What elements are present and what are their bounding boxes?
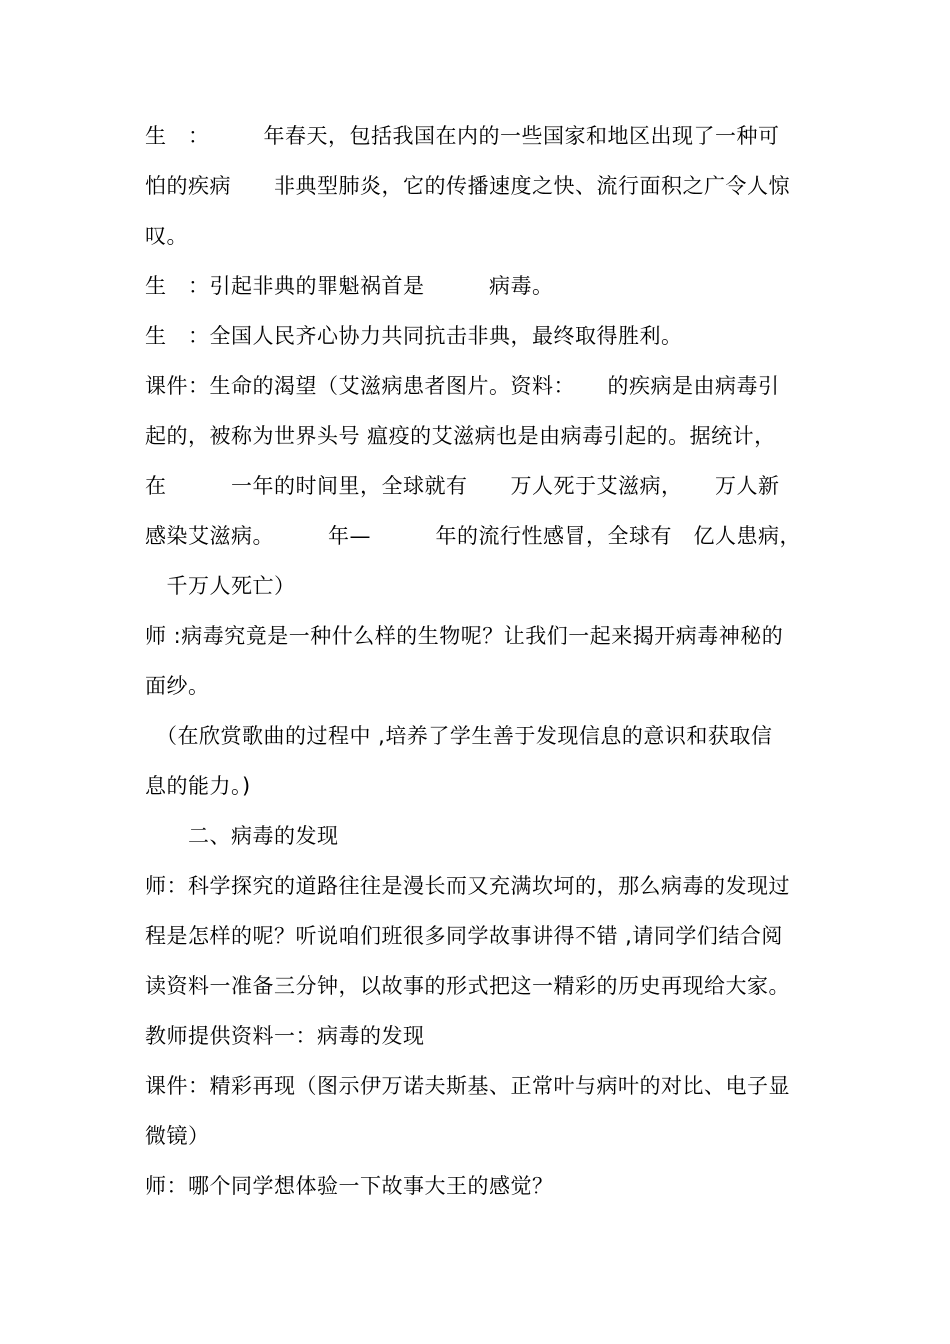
text-line: 面纱。 (145, 674, 210, 698)
text-line: 起的，被称为世界头号 瘟疫的艾滋病也是由病毒引起的。据统计， (145, 424, 776, 448)
text-line: 千万人死亡） (145, 574, 296, 598)
text-line: 师 :病毒究竟是一种什么样的生物呢？让我们一起来揭开病毒神秘的 (145, 624, 784, 648)
text-line: 课件：精彩再现（图示伊万诺夫斯基、正常叶与病叶的对比、电子显 (145, 1074, 790, 1098)
text-line: 微镜） (145, 1124, 210, 1148)
text-line: 生 ：引起非典的罪魁祸首是 病毒。 (145, 274, 554, 298)
text-line: 师：哪个同学想体验一下故事大王的感觉？ (145, 1174, 554, 1198)
text-line: 感染艾滋病。 年— 年的流行性感冒，全球有 亿人患病， (145, 524, 801, 548)
text-line: 叹。 (145, 224, 188, 248)
text-line: 师：科学探究的道路往往是漫长而又充满坎坷的，那么病毒的发现过 (145, 874, 790, 898)
text-line: 程是怎样的呢？听说咱们班很多同学故事讲得不错 ,请同学们结合阅 (145, 924, 783, 948)
text-line: （在欣赏歌曲的过程中 ,培养了学生善于发现信息的意识和获取信 (145, 724, 773, 748)
text-line: 课件：生命的渴望（艾滋病患者图片。资料： 的疾病是由病毒引 (145, 374, 780, 398)
text-line: 息的能力。) (145, 774, 251, 798)
text-line: 生 ：全国人民齐心协力共同抗击非典，最终取得胜利。 (145, 324, 683, 348)
text-line: 怕的疾病 非典型肺炎，它的传播速度之快、流行面积之广令人惊 (145, 174, 790, 198)
text-line: 教师提供资料一：病毒的发现 (145, 1024, 425, 1048)
text-line: 在 一年的时间里，全球就有 万人死于艾滋病， 万人新 (145, 474, 780, 498)
section-heading: 二、病毒的发现 (145, 824, 339, 848)
text-line: 读资料一准备三分钟，以故事的形式把这一精彩的历史再现给大家。 (145, 974, 790, 998)
text-line: 生 ： 年春天，包括我国在内的一些国家和地区出现了一种可 (145, 124, 780, 148)
